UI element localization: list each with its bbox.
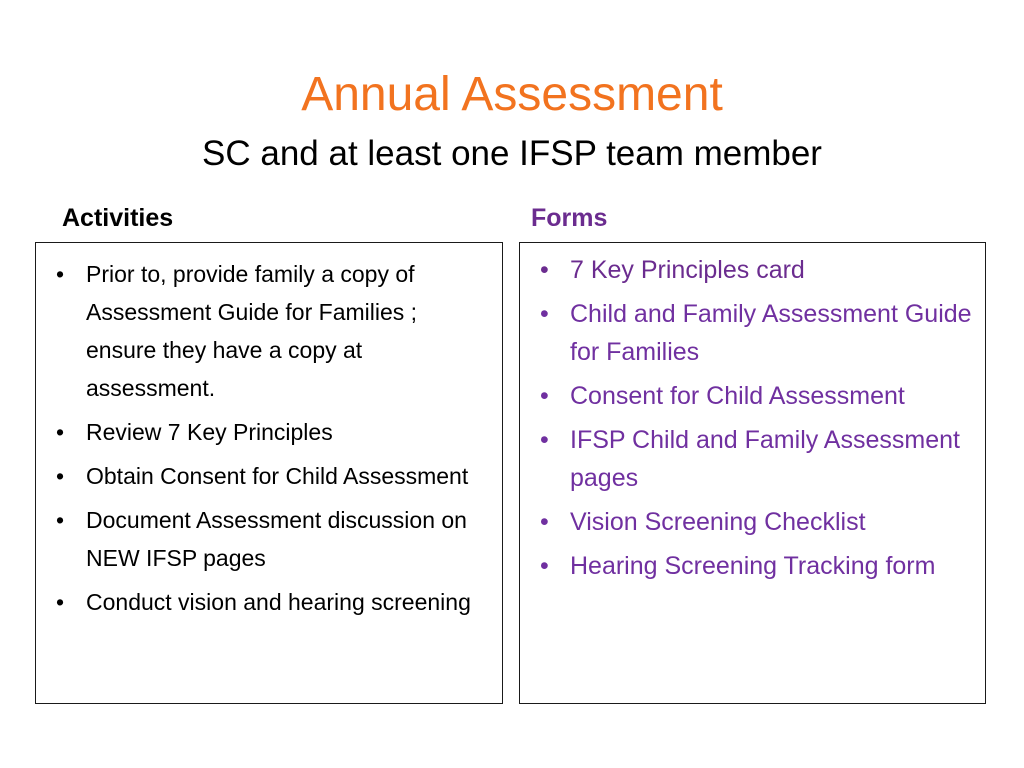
forms-item <box>532 547 975 585</box>
bullet-icon: • <box>540 508 549 536</box>
forms-item <box>532 421 975 497</box>
activities-item-text: Conduct vision and hearing screening <box>86 589 471 615</box>
forms-item-text: Hearing Screening Tracking form <box>570 552 936 580</box>
bullet-icon: • <box>56 419 65 445</box>
activities-item <box>48 413 488 451</box>
forms-heading: Forms <box>531 204 608 232</box>
forms-item-text: Vision Screening Checklist <box>570 508 866 536</box>
bullet-icon: • <box>540 382 549 410</box>
activities-item-text: Review 7 Key Principles <box>86 419 333 445</box>
activities-item <box>48 583 488 621</box>
slide-title: Annual Assessment <box>301 68 723 121</box>
bullet-icon: • <box>540 256 549 284</box>
forms-box <box>519 242 986 704</box>
activities-item <box>48 457 488 495</box>
activities-item-text: Prior to, provide family a copy of Assessment Guide for Families ; ensure they have a copy at assessment. <box>86 261 418 401</box>
activities-item-text: Obtain Consent for Child Assessment <box>86 463 469 489</box>
bullet-icon: • <box>56 507 65 533</box>
activities-item <box>48 255 488 407</box>
forms-item-text: 7 Key Principles card <box>570 256 805 284</box>
bullet-icon: • <box>56 463 65 489</box>
forms-item <box>532 251 975 289</box>
activities-box <box>35 242 503 704</box>
activities-heading: Activities <box>62 204 174 232</box>
forms-item-text: Consent for Child Assessment <box>570 382 905 410</box>
activities-list <box>36 243 502 621</box>
bullet-icon: • <box>540 300 549 328</box>
forms-list <box>520 243 985 585</box>
slide-subtitle: SC and at least one IFSP team member <box>202 134 822 173</box>
activities-item <box>48 501 488 577</box>
forms-item-text: Child and Family Assessment Guide for Families <box>570 300 972 366</box>
forms-item-text: IFSP Child and Family Assessment pages <box>570 426 960 492</box>
bullet-icon: • <box>56 261 65 287</box>
bullet-icon: • <box>56 589 65 615</box>
forms-item <box>532 503 975 541</box>
activities-item-text: Document Assessment discussion on NEW IFSP pages <box>86 507 467 571</box>
bullet-icon: • <box>540 426 549 454</box>
bullet-icon: • <box>540 552 549 580</box>
forms-item <box>532 377 975 415</box>
forms-item <box>532 295 975 371</box>
